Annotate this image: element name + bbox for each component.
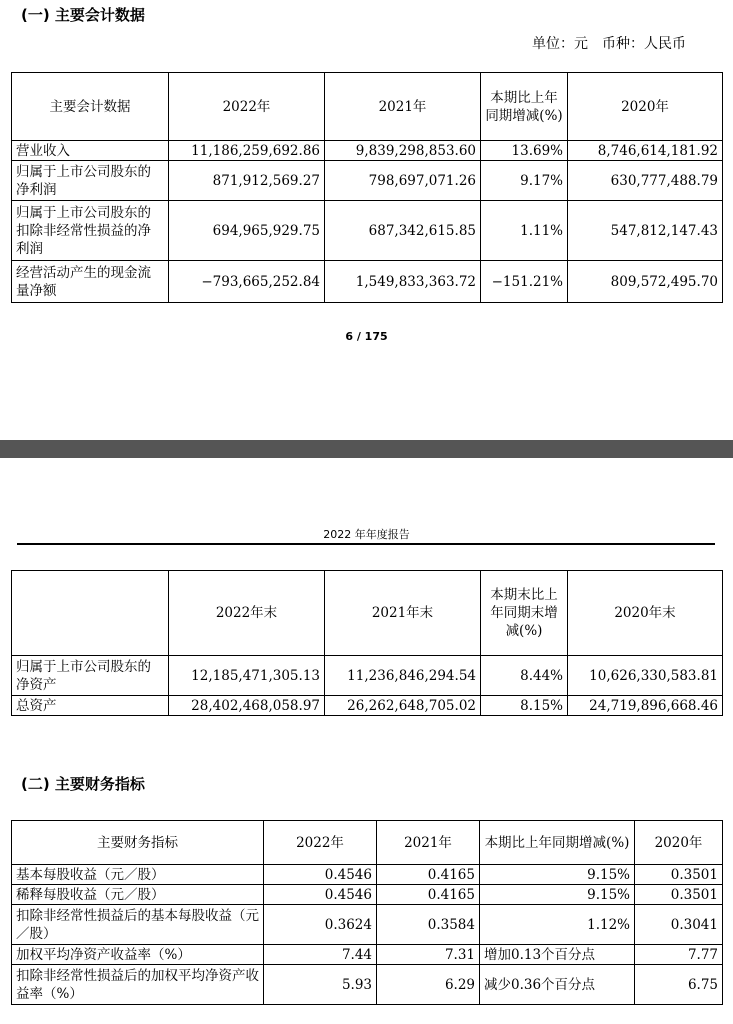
value-cell: 0.3501 [635, 865, 723, 885]
header-cell: 2021年 [377, 821, 480, 865]
table-row [12, 656, 723, 696]
row-label: 归属于上市公司股东的净资产 [12, 656, 169, 696]
value-cell: 871,912,569.27 [169, 161, 325, 201]
value-cell: 0.4546 [264, 885, 377, 905]
table-row [12, 161, 723, 201]
running-header: 2022 年年度报告 [323, 528, 410, 541]
value-cell: 5.93 [264, 965, 377, 1005]
header-cell: 2022年末 [169, 571, 325, 656]
header-cell: 本期末比上年同期末增减(%) [481, 571, 568, 656]
table-row [12, 945, 723, 965]
row-label: 稀释每股收益（元／股） [12, 885, 264, 905]
section-title-main-accounting-data: (一) 主要会计数据 [21, 6, 145, 24]
value-cell: 798,697,071.26 [325, 161, 481, 201]
value-cell: 28,402,468,058.97 [169, 696, 325, 716]
value-cell: 9.17% [481, 161, 568, 201]
page-number: 6 / 175 [345, 330, 388, 343]
value-cell: 630,777,488.79 [568, 161, 723, 201]
value-cell: 0.3584 [377, 905, 480, 945]
table-row [12, 865, 723, 885]
table-header-row [12, 821, 723, 865]
row-label: 扣除非经常性损益后的加权平均净资产收益率（%） [12, 965, 264, 1005]
table-row [12, 261, 723, 303]
value-cell: 7.31 [377, 945, 480, 965]
header-cell: 2022年 [169, 73, 325, 141]
header-cell: 2020年 [568, 73, 723, 141]
value-cell: 8,746,614,181.92 [568, 141, 723, 161]
value-cell: 1.12% [480, 905, 635, 945]
header-rule [17, 543, 715, 545]
value-cell: 547,812,147.43 [568, 201, 723, 261]
row-label: 营业收入 [12, 141, 169, 161]
header-cell: 2021年 [325, 73, 481, 141]
value-cell: 1,549,833,363.72 [325, 261, 481, 303]
row-label: 加权平均净资产收益率（%） [12, 945, 264, 965]
value-cell: 7.44 [264, 945, 377, 965]
row-label: 总资产 [12, 696, 169, 716]
value-cell: 0.3501 [635, 885, 723, 905]
header-cell: 本期比上年同期增减(%) [480, 821, 635, 865]
header-cell: 2020年末 [568, 571, 723, 656]
value-cell: 1.11% [481, 201, 568, 261]
value-cell: 11,186,259,692.86 [169, 141, 325, 161]
unit-currency-note: 单位：元 币种：人民币 [532, 36, 686, 52]
value-cell: −793,665,252.84 [169, 261, 325, 303]
value-cell: 9.15% [480, 865, 635, 885]
value-cell: 0.4165 [377, 865, 480, 885]
value-cell: −151.21% [481, 261, 568, 303]
value-cell: 0.3041 [635, 905, 723, 945]
header-cell: 2021年末 [325, 571, 481, 656]
row-label: 基本每股收益（元／股） [12, 865, 264, 885]
value-cell: 增加0.13个百分点 [480, 945, 635, 965]
value-cell: 7.77 [635, 945, 723, 965]
header-cell: 2022年 [264, 821, 377, 865]
value-cell: 0.4546 [264, 865, 377, 885]
main-accounting-data-table [11, 72, 723, 303]
table-row [12, 201, 723, 261]
net-assets-table [11, 570, 723, 716]
value-cell: 9.15% [480, 885, 635, 905]
value-cell: 687,342,615.85 [325, 201, 481, 261]
table-header-row [12, 571, 723, 656]
value-cell: 9,839,298,853.60 [325, 141, 481, 161]
value-cell: 26,262,648,705.02 [325, 696, 481, 716]
row-label: 扣除非经常性损益后的基本每股收益（元／股） [12, 905, 264, 945]
value-cell: 12,185,471,305.13 [169, 656, 325, 696]
header-cell: 主要会计数据 [12, 73, 169, 141]
table-row [12, 905, 723, 945]
header-cell: 主要财务指标 [12, 821, 264, 865]
row-label: 归属于上市公司股东的扣除非经常性损益的净利润 [12, 201, 169, 261]
value-cell: 694,965,929.75 [169, 201, 325, 261]
value-cell: 6.75 [635, 965, 723, 1005]
table-row [12, 885, 723, 905]
value-cell: 24,719,896,668.46 [568, 696, 723, 716]
table-row [12, 141, 723, 161]
value-cell: 10,626,330,583.81 [568, 656, 723, 696]
table-row [12, 696, 723, 716]
value-cell: 11,236,846,294.54 [325, 656, 481, 696]
value-cell: 0.4165 [377, 885, 480, 905]
table-row [12, 965, 723, 1005]
row-label: 经营活动产生的现金流量净额 [12, 261, 169, 303]
header-cell: 本期比上年同期增减(%) [481, 73, 568, 141]
value-cell: 13.69% [481, 141, 568, 161]
financial-indicators-table [11, 820, 723, 1005]
page-separator [0, 440, 733, 458]
value-cell: 809,572,495.70 [568, 261, 723, 303]
section-title-financial-indicators: (二) 主要财务指标 [21, 775, 145, 793]
value-cell: 8.44% [481, 656, 568, 696]
value-cell: 减少0.36个百分点 [480, 965, 635, 1005]
table-header-row [12, 73, 723, 141]
header-cell [12, 571, 169, 656]
row-label: 归属于上市公司股东的净利润 [12, 161, 169, 201]
value-cell: 8.15% [481, 696, 568, 716]
value-cell: 6.29 [377, 965, 480, 1005]
header-cell: 2020年 [635, 821, 723, 865]
value-cell: 0.3624 [264, 905, 377, 945]
